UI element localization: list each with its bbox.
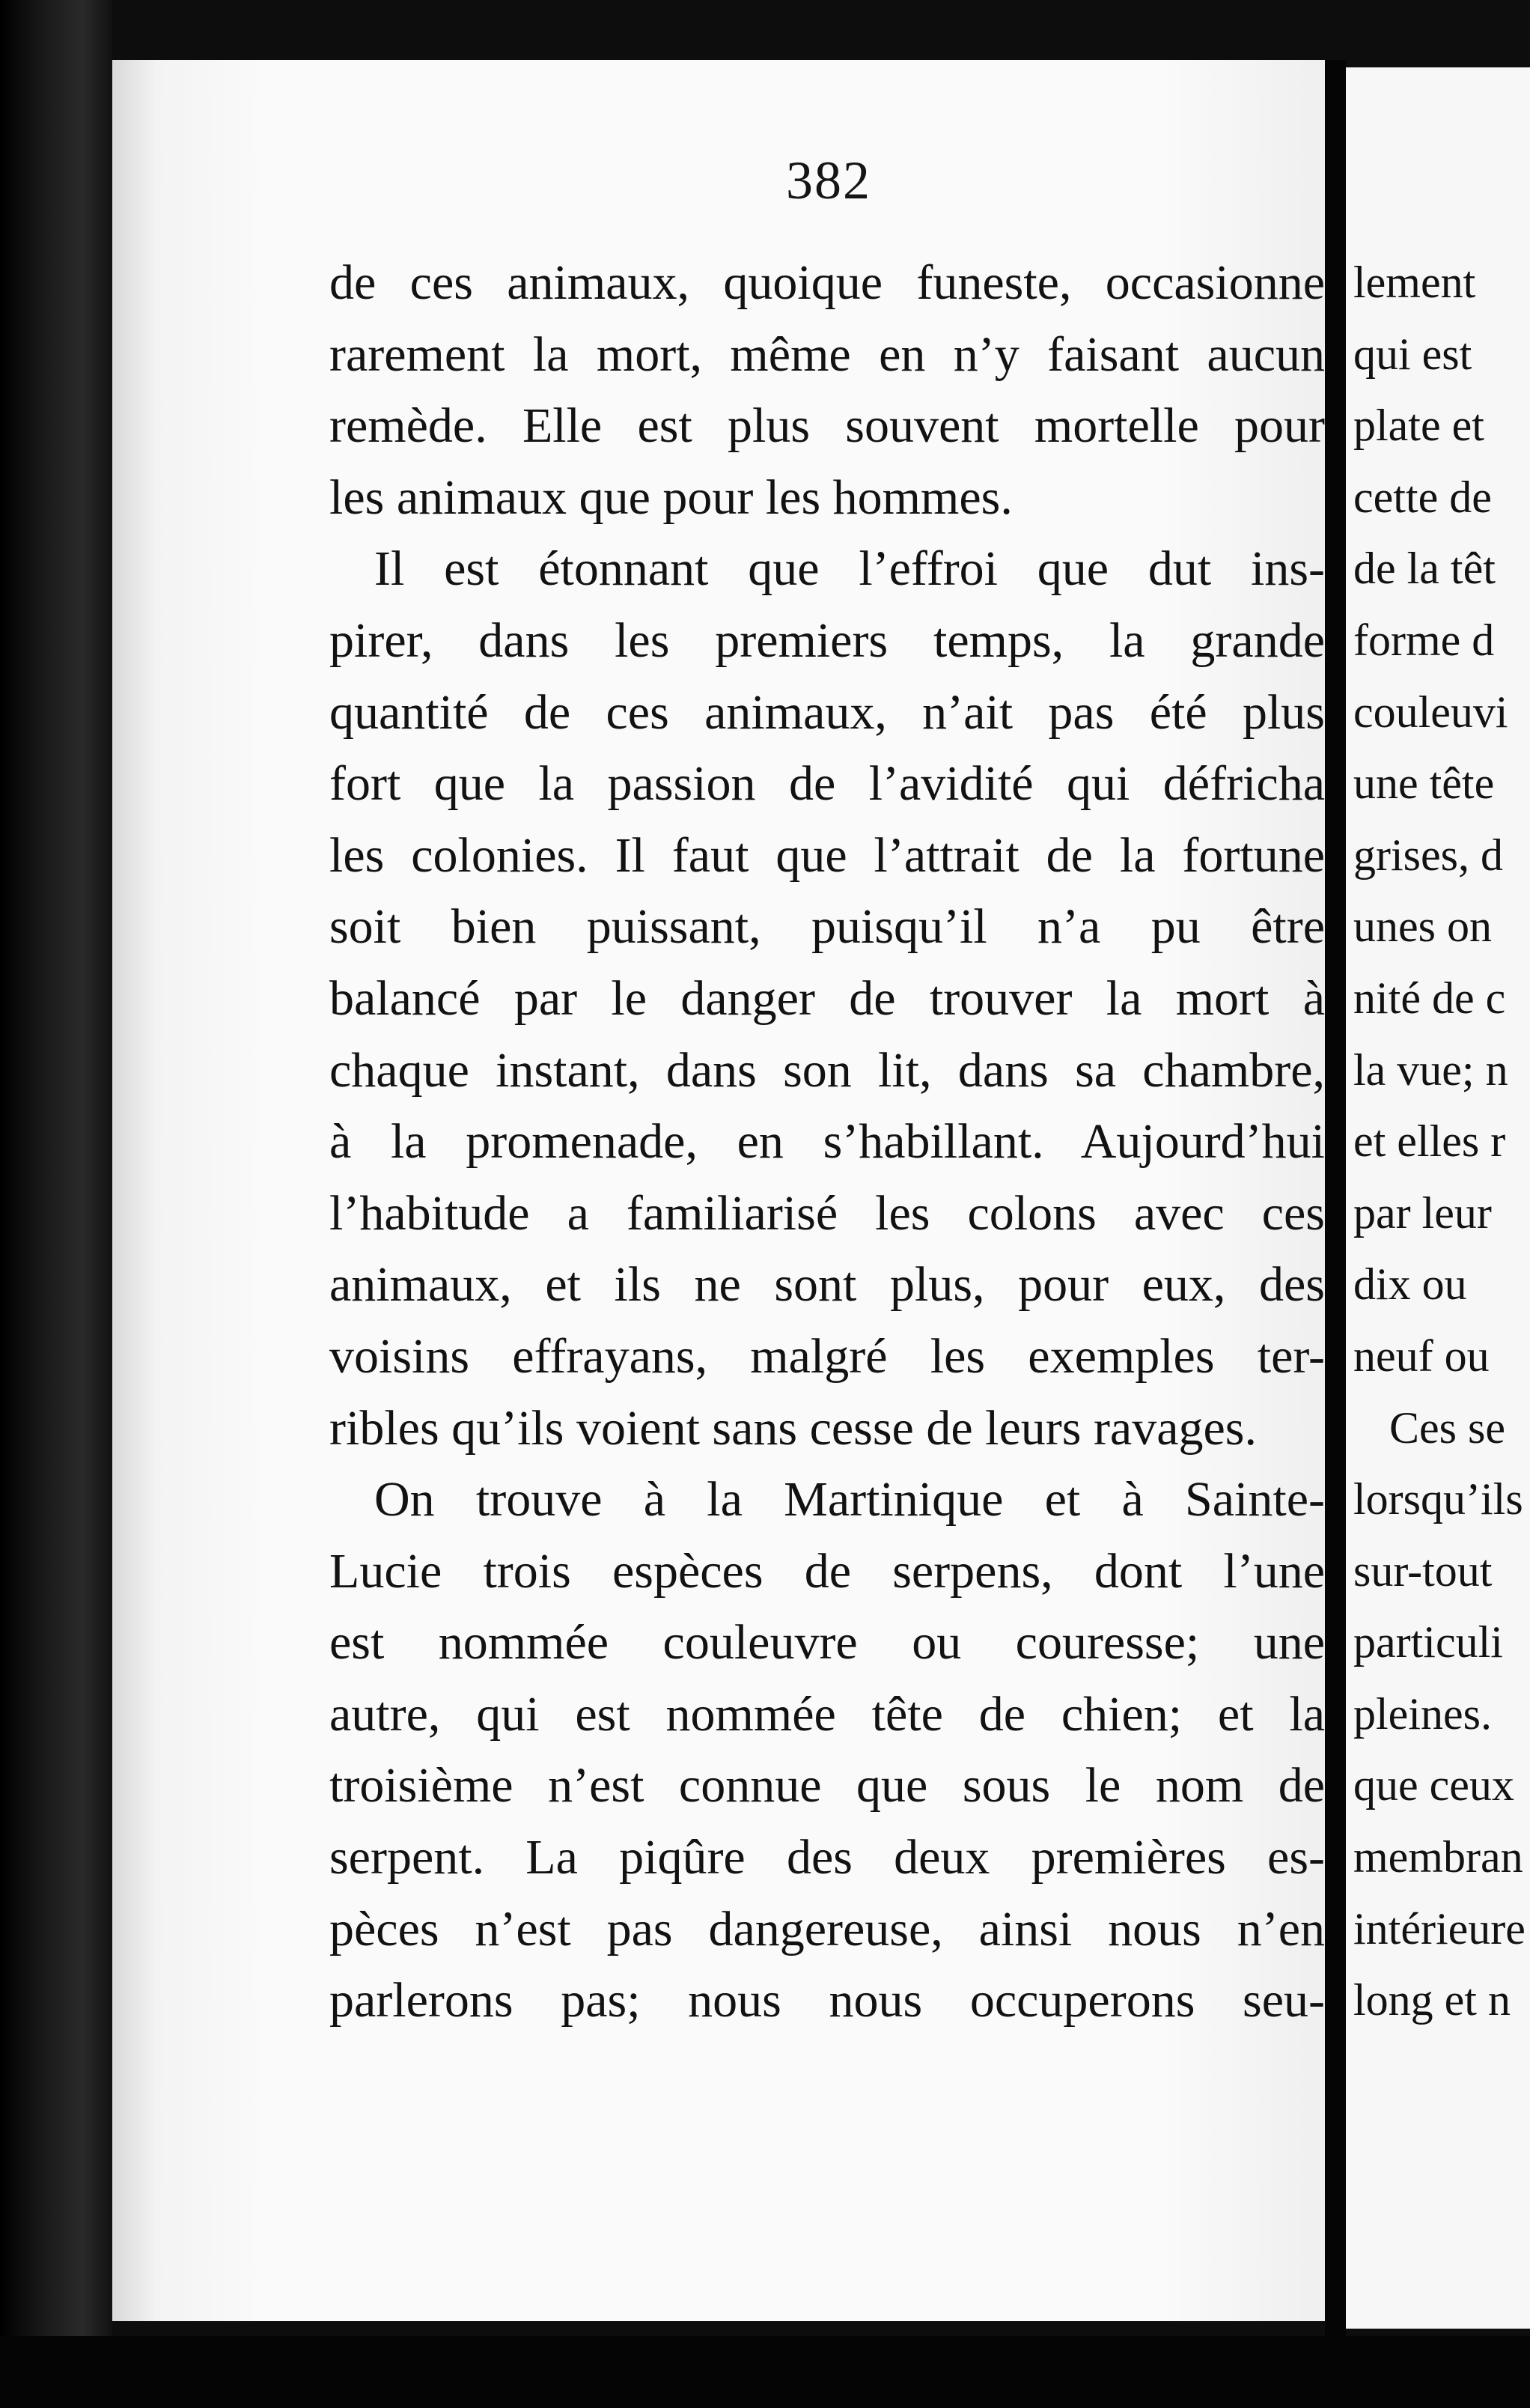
text-line: par leur <box>1353 1188 1492 1238</box>
left-page-text <box>329 247 1325 2037</box>
text-line: Ces se <box>1389 1402 1505 1453</box>
text-line: grises, d <box>1353 830 1503 880</box>
text-line: les animaux que pour les hommes. <box>329 469 1013 525</box>
scan-edge-left <box>0 0 112 2408</box>
text-line: cette de <box>1353 472 1492 522</box>
text-line: sur-tout <box>1353 1545 1493 1596</box>
book-gutter <box>1325 60 1346 2336</box>
text-line: et elles r <box>1353 1116 1506 1167</box>
text-line: intérieure <box>1353 1903 1526 1954</box>
text-line: nité de c <box>1353 973 1506 1023</box>
text-line: chaque instant, dans son lit, dans sa chambre, <box>329 1042 1325 1098</box>
text-line: troisième n’est connue que sous le nom de <box>329 1758 1325 1813</box>
text-line: voisins effrayans, malgré les exemples ter- <box>329 1328 1325 1384</box>
text-line: une tête <box>1353 758 1495 809</box>
text-line: pèces n’est pas dangereuse, ainsi nous n’en <box>329 1901 1325 1956</box>
text-line: neuf ou <box>1353 1331 1490 1381</box>
text-line: unes on <box>1353 902 1492 952</box>
text-line: dix ou <box>1353 1259 1467 1310</box>
text-line: parlerons pas; nous nous occuperons seu- <box>329 1973 1325 2028</box>
text-line: est nommée couleuvre ou couresse; une <box>329 1615 1325 1670</box>
right-page-text <box>1353 247 1530 2037</box>
text-line: qui est <box>1353 329 1472 379</box>
text-line: long et n <box>1353 1975 1511 2025</box>
text-line: soit bien puissant, puisqu’il n’a pu être <box>329 899 1325 955</box>
text-line: membran <box>1353 1832 1523 1882</box>
text-line: de la têt <box>1353 544 1496 594</box>
text-line: les colonies. Il faut que l’attrait de la fortune <box>329 827 1325 883</box>
text-line: ribles qu’ils voient sans cesse de leurs ravages. <box>329 1400 1257 1456</box>
text-line: que ceux <box>1353 1760 1514 1810</box>
text-line: serpent. La piqûre des deux premières es- <box>329 1830 1325 1885</box>
text-line: particuli <box>1353 1617 1503 1667</box>
text-line: la vue; n <box>1353 1045 1508 1095</box>
text-line: animaux, et ils ne sont plus, pour eux, des <box>329 1257 1325 1313</box>
text-line: couleuvi <box>1353 687 1508 737</box>
text-line: de ces animaux, quoique funeste, occasionne <box>329 255 1325 310</box>
page-number: 382 <box>786 150 871 210</box>
text-line: lorsqu’ils <box>1353 1474 1523 1524</box>
text-line: lement <box>1353 258 1476 307</box>
text-line: l’habitude a familiarisé les colons avec ces <box>329 1185 1325 1241</box>
text-line: à la promenade, en s’habillant. Aujourd’hui <box>329 1114 1325 1170</box>
text-line: Lucie trois espèces de serpens, dont l’une <box>329 1543 1325 1599</box>
text-line: plate et <box>1353 401 1484 451</box>
text-line: autre, qui est nommée tête de chien; et la <box>329 1686 1325 1742</box>
text-line: pleines. <box>1353 1688 1492 1739</box>
text-line: rarement la mort, même en n’y faisant aucun <box>329 326 1325 382</box>
text-line: forme d <box>1353 615 1495 665</box>
text-line: Il est étonnant que l’effroi que dut ins- <box>374 541 1325 597</box>
scan-edge-bottom <box>0 2336 1530 2408</box>
text-line: On trouve à la Martinique et à Sainte- <box>374 1472 1325 1527</box>
text-line: remède. Elle est plus souvent mortelle pour <box>329 398 1325 454</box>
text-line: quantité de ces animaux, n’ait pas été plus <box>329 684 1325 740</box>
text-line: pirer, dans les premiers temps, la grande <box>329 612 1325 668</box>
text-line: fort que la passion de l’avidité qui défricha <box>329 756 1325 812</box>
text-line: balancé par le danger de trouver la mort à <box>329 970 1325 1026</box>
